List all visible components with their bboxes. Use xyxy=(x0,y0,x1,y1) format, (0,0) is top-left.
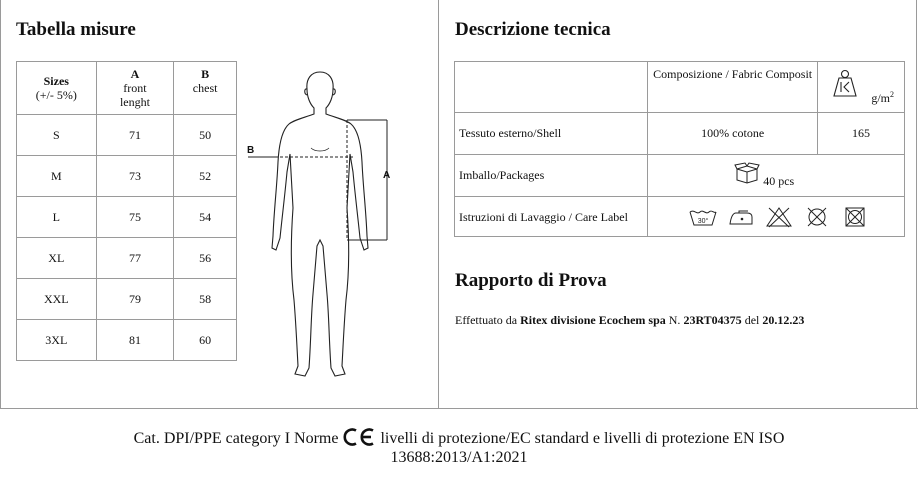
front-length-cell: 73 xyxy=(96,156,174,197)
b-letter: B xyxy=(201,67,210,81)
table-row xyxy=(17,156,237,197)
b-text: chest xyxy=(192,81,218,95)
horizontal-divider xyxy=(0,408,918,409)
packages-value-cell xyxy=(648,155,905,197)
composition-header: Composizione / Fabric Composit xyxy=(648,62,818,113)
size-table-title: Tabella misure xyxy=(16,19,136,40)
weight-header xyxy=(818,62,905,113)
footer-certification xyxy=(0,428,918,467)
a-text-2: lenght xyxy=(119,95,150,109)
care-icons xyxy=(652,206,900,228)
care-icons-cell xyxy=(648,197,905,237)
size-cell: XL xyxy=(17,238,97,279)
shell-label: Tessuto esterno/Shell xyxy=(455,113,648,155)
tech-table xyxy=(454,61,905,237)
chest-cell: 60 xyxy=(174,320,237,361)
no-tumble-dry-icon xyxy=(840,206,870,228)
wash-30-icon xyxy=(688,206,718,228)
size-table-header-row xyxy=(17,62,237,115)
report-number: 23RT04375 xyxy=(683,313,742,327)
table-row xyxy=(455,113,905,155)
chest-cell: 50 xyxy=(174,115,237,156)
test-report-title: Rapporto di Prova xyxy=(455,270,607,291)
tech-header-row xyxy=(455,62,905,113)
label-a: A xyxy=(383,170,391,181)
body-measurement-figure xyxy=(245,68,395,384)
table-row xyxy=(17,115,237,156)
label-b: B xyxy=(247,145,255,156)
packages-value: 40 pcs xyxy=(763,174,795,188)
front-length-cell: 81 xyxy=(96,320,174,361)
frame-right-border xyxy=(916,0,917,408)
footer-text-2: livelli di protezione/EC standard e livelli di protezione EN ISO xyxy=(380,430,785,447)
size-table xyxy=(16,61,237,361)
sizes-tolerance: (+/- 5%) xyxy=(35,88,77,102)
table-row xyxy=(17,279,237,320)
shell-composition: 100% cotone xyxy=(648,113,818,155)
table-row xyxy=(455,155,905,197)
chest-header xyxy=(174,62,237,115)
size-cell: S xyxy=(17,115,97,156)
front-length-cell: 75 xyxy=(96,197,174,238)
vertical-divider xyxy=(438,0,439,408)
chest-cell: 56 xyxy=(174,238,237,279)
table-row xyxy=(17,238,237,279)
footer-text-1: Cat. DPI/PPE category I Norme xyxy=(133,430,339,447)
front-length-cell: 71 xyxy=(96,115,174,156)
svg-text:30°: 30° xyxy=(697,217,709,225)
size-cell: M xyxy=(17,156,97,197)
report-n-label: N. xyxy=(668,313,681,327)
a-text-1: front xyxy=(123,81,147,95)
report-prefix: Effettuato da xyxy=(455,313,518,327)
report-company: Ritex divisione Ecochem spa xyxy=(520,313,666,327)
box-icon xyxy=(734,162,760,184)
front-length-cell: 79 xyxy=(96,279,174,320)
sizes-label: Sizes xyxy=(43,74,69,88)
chest-cell: 54 xyxy=(174,197,237,238)
table-row xyxy=(17,197,237,238)
sizes-header xyxy=(17,62,97,115)
a-letter: A xyxy=(130,67,140,81)
report-date: 20.12.23 xyxy=(762,313,805,327)
no-bleach-icon xyxy=(764,206,794,228)
chest-cell: 58 xyxy=(174,279,237,320)
chest-cell: 52 xyxy=(174,156,237,197)
weight-icon xyxy=(830,68,860,100)
footer-text-3: 13688:2013/A1:2021 xyxy=(390,449,528,466)
weight-unit: $g/m^2$ xyxy=(871,90,894,105)
iron-low-icon xyxy=(726,206,756,228)
empty-cell xyxy=(455,62,648,113)
frame-left-border xyxy=(0,0,1,408)
care-label: Istruzioni di Lavaggio / Care Label xyxy=(455,197,648,237)
shell-weight: 165 xyxy=(818,113,905,155)
front-length-header xyxy=(96,62,174,115)
size-cell: 3XL xyxy=(17,320,97,361)
body-outline xyxy=(272,72,368,376)
tech-description-title: Descrizione tecnica xyxy=(455,19,611,40)
packages-label: Imballo/Packages xyxy=(455,155,648,197)
ce-mark-icon xyxy=(342,428,376,446)
report-del-label: del xyxy=(744,313,760,327)
size-cell: L xyxy=(17,197,97,238)
table-row xyxy=(455,197,905,237)
table-row xyxy=(17,320,237,361)
test-report-text xyxy=(455,313,804,328)
front-length-cell: 77 xyxy=(96,238,174,279)
no-dry-clean-icon xyxy=(802,206,832,228)
size-cell: XXL xyxy=(17,279,97,320)
